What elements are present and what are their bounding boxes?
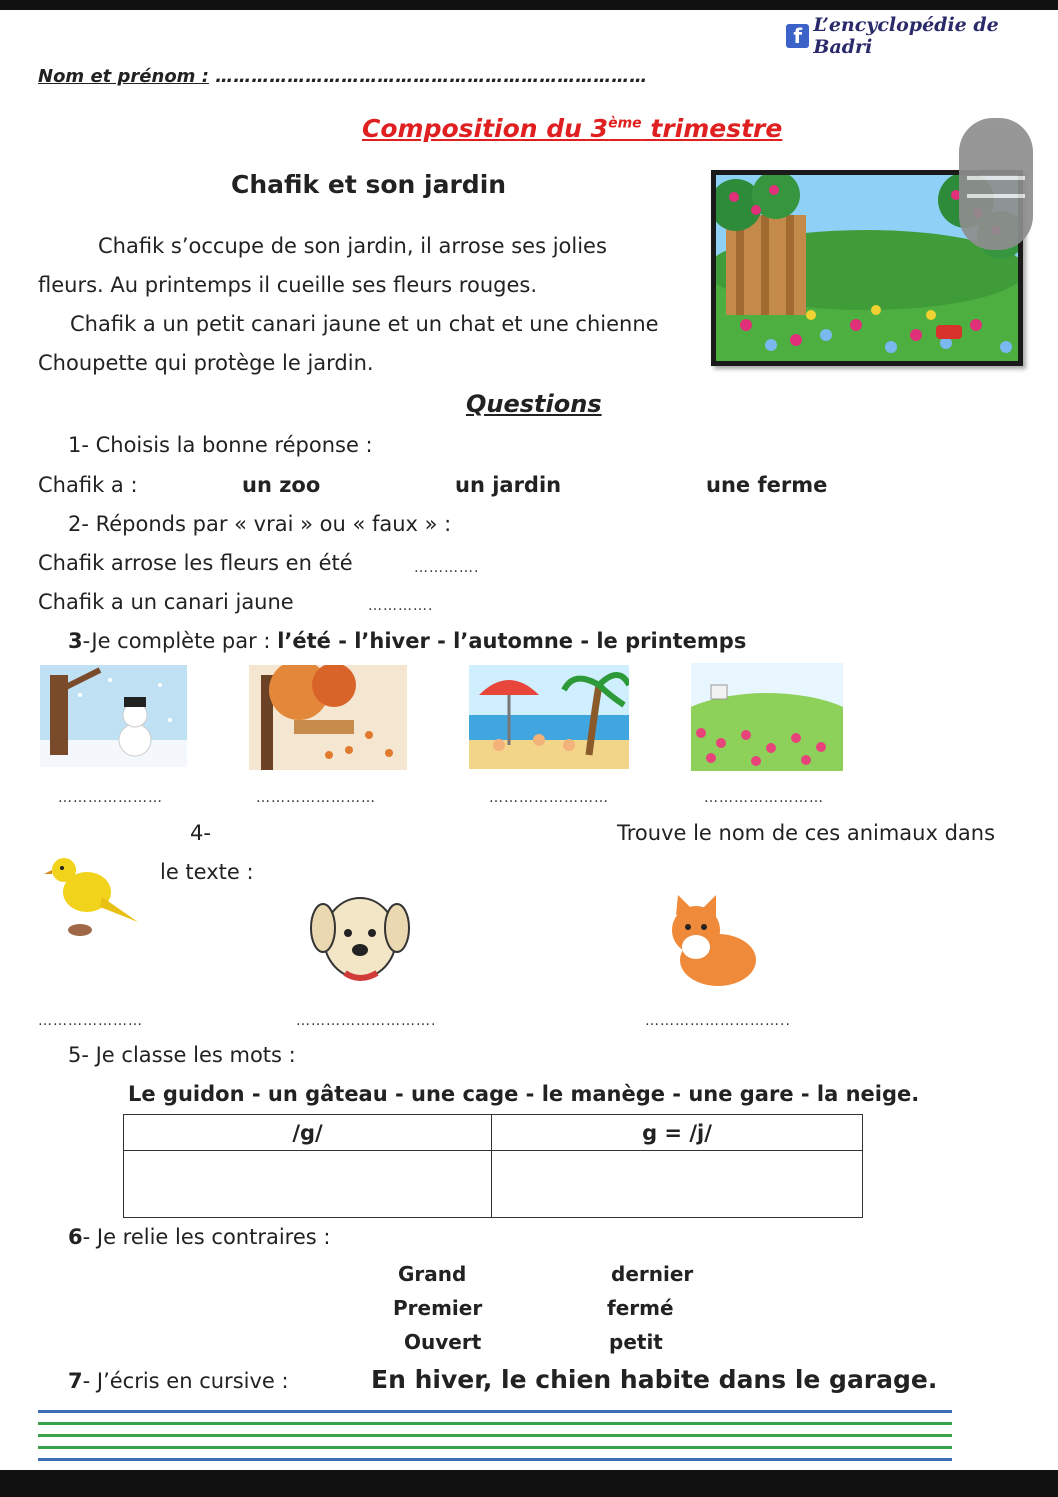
q6-label: 6- Je relie les contraires :	[68, 1225, 331, 1249]
story-line-3: Chafik a un petit canari jaune et un chat et une chienne	[70, 312, 659, 336]
q4-label: Trouve le nom de ces animaux dans	[617, 821, 996, 845]
q3-answer-blank[interactable]: ……………………	[704, 790, 824, 806]
story-line-2: fleurs. Au printemps il cueille ses fleurs rouges.	[38, 273, 537, 297]
q3-answer-blank[interactable]: ……………………	[256, 790, 376, 806]
writing-line	[38, 1458, 952, 1461]
q2-item-text: Chafik arrose les fleurs en été	[38, 551, 353, 575]
q2-label: 2- Réponds par « vrai » ou « faux » :	[68, 512, 452, 536]
opposite-right-word[interactable]: dernier	[611, 1262, 694, 1286]
q1-stem: Chafik a :	[38, 473, 138, 497]
q1-option[interactable]: une ferme	[706, 473, 828, 497]
q4-answer-blank[interactable]: …………………	[38, 1013, 143, 1029]
opposite-right-word[interactable]: petit	[609, 1330, 663, 1354]
winter-snowman-image	[40, 665, 187, 767]
answer-cell-g[interactable]	[124, 1151, 492, 1218]
brand-name: L’encyclopédie de Badri	[813, 14, 999, 58]
brand	[786, 14, 1058, 58]
q3-label: 3-Je complète par : l’été - l’hiver - l’automne - le printemps	[68, 629, 747, 653]
q4-number: 4-	[190, 821, 211, 845]
q7-label: 7- J’écris en cursive :	[68, 1369, 289, 1393]
writing-line	[38, 1434, 952, 1437]
q4-answer-blank[interactable]: ……………………….	[296, 1013, 437, 1029]
writing-line	[38, 1410, 952, 1413]
opposite-left-word[interactable]: Grand	[398, 1262, 467, 1286]
questions-heading: Questions	[466, 390, 602, 418]
page-title: Composition du 3ème trimestre	[362, 114, 783, 143]
q1-option[interactable]: un zoo	[242, 473, 321, 497]
q5-label: 5- Je classe les mots :	[68, 1043, 296, 1067]
name-label: Nom et prénom :	[38, 66, 209, 87]
top-border	[0, 0, 1058, 10]
q2-answer-blank[interactable]: ………….	[368, 598, 434, 614]
q5-word-list: Le guidon - un gâteau - une cage - le manège - une gare - la neige.	[128, 1082, 920, 1106]
story-title: Chafik et son jardin	[231, 170, 507, 199]
q2-item-text: Chafik a un canari jaune	[38, 590, 294, 614]
q7-model-sentence: En hiver, le chien habite dans le garage.	[371, 1365, 938, 1394]
opposite-right-word[interactable]: fermé	[607, 1296, 674, 1320]
writing-line	[38, 1446, 952, 1449]
q1-option[interactable]: un jardin	[455, 473, 562, 497]
q4-label-continued: le texte :	[160, 860, 254, 884]
bottom-border	[0, 1470, 1058, 1497]
column-header-j: g = /j/	[492, 1115, 863, 1151]
scrollbar-thumb[interactable]	[959, 118, 1033, 250]
column-header-g: /g/	[124, 1115, 492, 1151]
cat-image	[656, 895, 762, 995]
answer-cell-j[interactable]	[492, 1151, 863, 1218]
facebook-icon: f	[786, 24, 809, 48]
opposite-left-word[interactable]: Ouvert	[404, 1330, 482, 1354]
story-line-4: Choupette qui protège le jardin.	[38, 351, 374, 375]
writing-line	[38, 1422, 952, 1425]
name-blank: ………………………………………………………………	[215, 66, 648, 87]
summer-beach-image	[469, 665, 629, 769]
name-field	[38, 66, 647, 87]
q1-label: 1- Choisis la bonne réponse :	[68, 433, 373, 457]
q3-answer-blank[interactable]: ……………………	[489, 790, 609, 806]
q3-answer-blank[interactable]: …………………	[58, 790, 163, 806]
autumn-tree-image	[249, 665, 407, 770]
q2-answer-blank[interactable]: ………….	[414, 560, 480, 576]
spring-flowers-image	[691, 663, 843, 771]
q4-answer-blank[interactable]: ………………………..	[645, 1013, 791, 1029]
story-line-1: Chafik s’occupe de son jardin, il arrose ses jolies	[98, 234, 607, 258]
sound-classification-table	[123, 1114, 863, 1218]
canary-image	[42, 852, 140, 942]
opposite-left-word[interactable]: Premier	[393, 1296, 483, 1320]
dog-image	[305, 888, 415, 992]
